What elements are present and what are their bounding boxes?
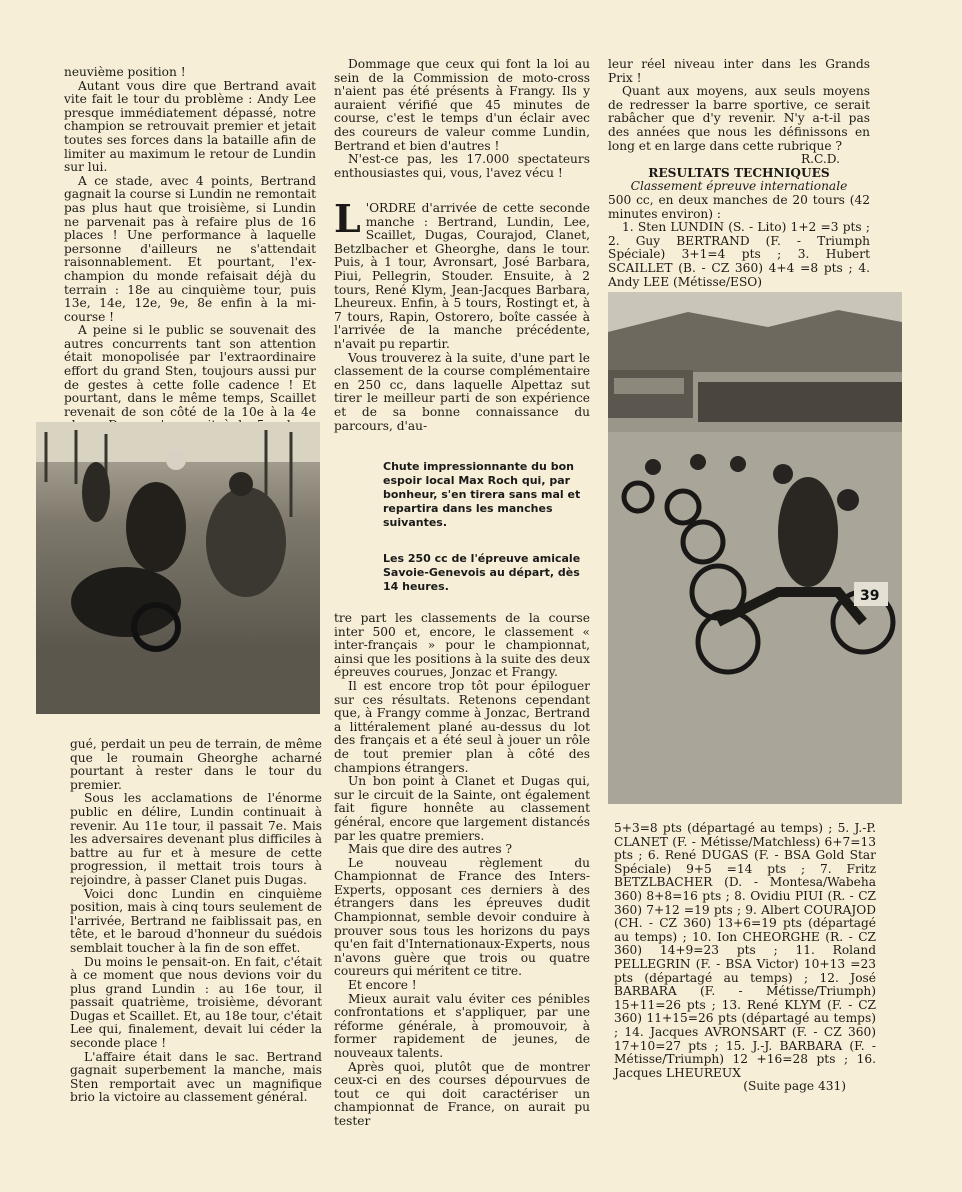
continuation-note: (Suite page 431) xyxy=(743,1079,846,1094)
drop-cap: L xyxy=(334,196,361,241)
paragraph: leur réel niveau inter dans les Grands Prix ! xyxy=(608,57,870,85)
order-paragraph xyxy=(334,196,590,352)
paragraph: A ce stade, avec 4 points, Bertrand gagnait la course si Lundin ne remontait pas plus haut que troisième, si Lundin ne parvenait pas à refaire plus de 16 places ! Une performance à laquelle personne d'ailleurs ne s'attendait raisonnablement. Et pourtant, l'ex-champion du monde refaisait déjà du terrain : 18e au cinquième tour, puis 13e, 14e, 12e, 9e, 8e enfin à la mi-course ! xyxy=(64,173,316,324)
results-subheading: Classement épreuve internationale xyxy=(630,179,848,194)
paragraph: Et encore ! xyxy=(348,978,417,993)
results-intro: 500 cc, en deux manches de 20 tours (42 minutes environ) : xyxy=(608,192,870,221)
results-heading: RESULTATS TECHNIQUES xyxy=(648,165,830,180)
caption-photo-1: Chute impressionnante du bon espoir local Max Roch qui, par bonheur, s'en tirera sans mal et repartira dans les manches suivantes. xyxy=(383,460,581,529)
paragraph: Le nouveau règlement du Championnat de France des Inters-Experts, opposant ces derniers à des étrangers dans les épreuves dudit Championnat, semble devoir conduire à prouver sous tous les horizons du pays qu'en fait d'Internationaux-Experts, nous n'avons guère que trois ou quatre coureurs qui méritent ce titre. xyxy=(334,855,590,979)
author-signature: R.C.D. xyxy=(800,152,840,167)
column-3-top xyxy=(608,57,870,289)
paragraph: tre part les classements de la course inter 500 et, encore, le classement « inter-français » pour le championnat, ainsi que les positions à la suite des deux épreuves courues, Jonzac et Frangy. xyxy=(334,611,590,680)
results-list-top: 1. Sten LUNDIN (S. - Lito) 1+2 =3 pts ; 2. Guy BERTRAND (F. - Triumph Spéciale) 3+1=4 pts ; 3. Hubert SCAILLET (B. - CZ 360) 4+4 =8 pts ; 4. Andy LEE (Métisse/ESO) xyxy=(608,220,870,289)
paragraph: Après quoi, plutôt que de montrer ceux-ci en des courses dépourvues de tout ce qui doit caractériser un championnat de France, on aurait pu tester xyxy=(334,1059,590,1128)
paragraph: Dommage que ceux qui font la loi au sein de la Commission de moto-cross n'aient pas été présents à Frangy. Ils y auraient vérifié que 45 minutes de course, c'est le temps d'un éclair avec des coureurs de valeur comme Lundin, Bertrand et bien d'autres ! xyxy=(334,57,590,153)
paragraph: Un bon point à Clanet et Dugas qui, sur le circuit de la Sainte, ont également fait figure honnête au classement général, encore que largement distancés par les quatre premiers. xyxy=(334,774,590,843)
column-2-top xyxy=(334,58,590,188)
column-1-top xyxy=(64,65,316,419)
start-photo-illustration xyxy=(608,292,902,804)
column-1-bottom xyxy=(70,737,322,1105)
paragraph: Vous trouverez à la suite, d'une part le classement de la course complémentaire en 250 cc, dans laquelle Alpettaz sut tirer le meilleur parti de son expérience et de sa bonne connaissance du parcours, d'au- xyxy=(334,350,590,433)
paragraph: Quant aux moyens, aux seuls moyens de redresser la barre sportive, ce serait rabâcher que d'y revenir. N'y a-t-il pas des années que nous les définissons en long et en large dans cette rubrique ? xyxy=(608,84,870,153)
paragraph: Mieux aurait valu éviter ces pénibles confrontations et s'appliquer, par une réforme générale, à promouvoir, à former rapidement de jeunes, de nouveaux talents. xyxy=(334,991,590,1060)
paragraph: N'est-ce pas, les 17.000 spectateurs enthousiastes qui, vous, l'avez vécu ! xyxy=(334,152,590,180)
paragraph: Mais que dire des autres ? xyxy=(348,842,512,857)
column-3-bottom xyxy=(614,821,876,1094)
paragraph: gué, perdait un peu de terrain, de même que le roumain Gheorghe acharné pourtant à rester dans le tour du premier. xyxy=(70,737,322,792)
paragraph: neuvième position ! xyxy=(64,65,186,79)
number-plate: 39 xyxy=(860,588,880,604)
caption-photo-2: Les 250 cc de l'épreuve amicale Savoie-Genevois au départ, dès 14 heures. xyxy=(383,552,581,593)
photo-crash-max-roch xyxy=(36,422,320,714)
photo-250cc-start xyxy=(608,292,902,804)
paragraph: Sous les acclamations de l'énorme public en délire, Lundin continuait à revenir. Au 11e tour, il passait 7e. Mais les adversaires devenant plus difficiles à battre au fur et à mesure de cette progression, il mettait trois tours à rejoindre, à passer Clanet puis Dugas. xyxy=(70,791,322,887)
column-2-bottom xyxy=(334,611,590,1128)
results-list-bottom: 5+3=8 pts (départagé au temps) ; 5. J.-P. CLANET (F. - Métisse/Matchless) 6+7=13 pts ; 6. René DUGAS (F. - BSA Gold Star Spéciale) 9+5 =14 pts ; 7. Fritz BETZLBACHER (D. - Montesa/Wabeha 360) 8+8=16 pts ; 8. Ovidiu PIUI (R. - CZ 360) 7+12 =19 pts ; 9. Albert COURAJOD (CH. - CZ 360) 13+6=19 pts (départagé au temps) ; 10. Ion CHEORGHE (R. - CZ 360) 14+9=23 pts ; 11. Roland PELLEGRIN (F. - BSA Victor) 10+13 =23 pts (départagé au temps) ; 12. José BARBARA (F. - Métisse/Triumph) 15+11=26 pts ; 13. René KLYM (F. - CZ 360) 11+15=26 pts (départagé au temps) ; 14. Jacques AVRONSART (F. - CZ 360) 17+10=27 pts ; 15. J.-J. BARBARA (F. - Métisse/Triumph) 12 +16=28 pts ; 16. Jacques LHEUREUX xyxy=(614,821,876,1080)
paragraph: A peine si le public se souvenait des autres concurrents tant son attention était monopolisée par l'extraordinaire effort du grand Sten, toujours aussi pur de gestes à cette folle cadence ! Et pourtant, dans le même temps, Scaillet revenait de son côté de la 10e à la 4e xyxy=(64,323,316,419)
paragraph: Il est encore trop tôt pour épiloguer sur ces résultats. Retenons cependant que, à Frangy comme à Jonzac, Bertrand a littéralement plané au-dessus du lot des français et a été seul à jouer un rôle de tout premier plan à côté des champions étrangers. xyxy=(334,678,590,775)
paragraph: Autant vous dire que Bertrand avait vite fait le tour du problème : Andy Lee presque immédiatement dépassé, notre champion se retrouvait premier et jetait toutes ses forces dans la bataille afin de limiter au maximum le retour de Lundin sur lui. xyxy=(64,78,316,175)
paragraph: Voici donc Lundin en cinquième position, mais à cinq tours seulement de l'arrivée, Bertrand ne faiblissait pas, en tête, et le baroud d'honneur du suédois semblait toucher à la fin de son effet. xyxy=(70,886,322,955)
paragraph: L'affaire était dans le sac. Bertrand gagnait superbement la manche, mais Sten remportait avec un magnifique brio la victoire au classement général. xyxy=(70,1049,322,1105)
paragraph: Du moins le pensait-on. En fait, c'était à ce moment que nous devions voir du plus grand Lundin : au 16e tour, il passait quatrième, troisième, dévorant Dugas et Scaillet. Et, au 18e tour, c'était Lee qui, finalement, devait lui céder la seconde place ! xyxy=(70,954,322,1051)
column-2-middle xyxy=(334,196,590,433)
order-text: 'ORDRE d'arrivée de cette seconde manche : Bertrand, Lundin, Lee, Scaillet, Dugas, Courajod, Clanet, Betzlbacher et Gheorghe, dans le tour. Puis, à 1 tour, Avronsart, José Barbara, Piui, Pellegrin, Stouder. Ensuite, à 2 tours, René Klym, Jean-Jacques Barbara, Lheureux. Enfin, à 5 tours, Rostingt et, à 7 tours, Rapin, Ostorero, boîte cassée à l'arrivée de la manche précédente, n'avait pu repartir. xyxy=(334,201,590,351)
crash-photo-illustration xyxy=(36,422,320,714)
